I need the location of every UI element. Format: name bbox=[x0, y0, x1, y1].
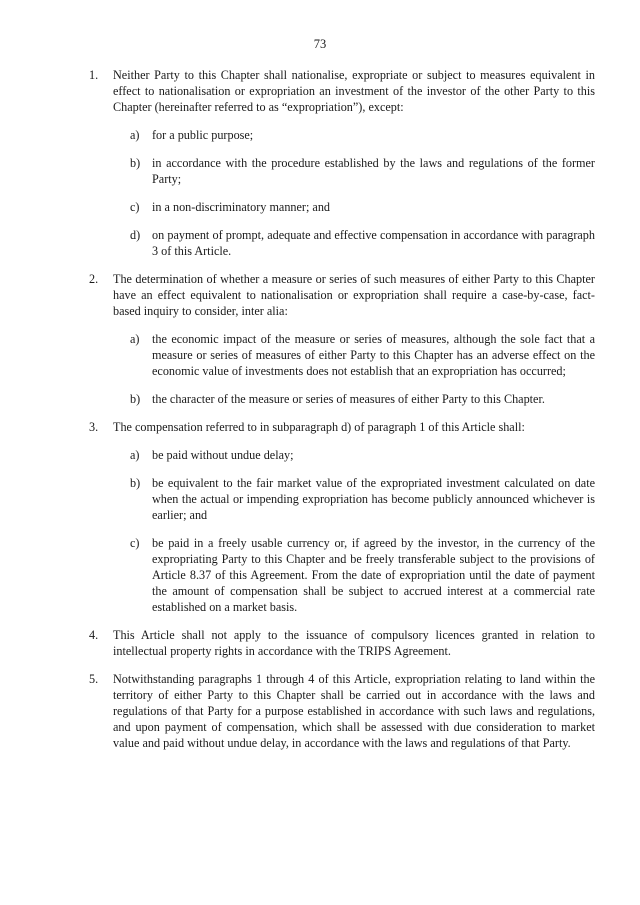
subparagraph-label: b) bbox=[130, 392, 141, 406]
subparagraph-label: b) bbox=[130, 476, 141, 490]
subparagraph-text: be equivalent to the fair market value of the expropriated investment calculated on date when the actual or impending expropriation has become publicly announced whichever is earlier; and bbox=[152, 476, 595, 522]
paragraph-text: Notwithstanding paragraphs 1 through 4 of this Article, expropriation relating to land within the territory of either Party to this Chapter shall be carried out in accordance with the laws and regulations of that Party for a purpose established in accordance with such laws and regulations, and upon payment of compensation, which shall be assessed with due consideration to market value and paid without undue delay, in accordance with the laws and regulations of that Party. bbox=[113, 672, 595, 750]
paragraph-number: 1. bbox=[89, 68, 99, 82]
paragraph-content bbox=[113, 271, 595, 407]
subparagraph-text: on payment of prompt, adequate and effective compensation in accordance with paragraph 3 of this Article. bbox=[152, 228, 595, 258]
paragraph-4 bbox=[89, 627, 595, 659]
paragraph-2 bbox=[89, 271, 595, 407]
paragraph-text: This Article shall not apply to the issuance of compulsory licences granted in relation to intellectual property rights in accordance with the TRIPS Agreement. bbox=[113, 628, 595, 658]
subparagraph bbox=[113, 199, 595, 215]
paragraph-number: 5. bbox=[89, 672, 99, 686]
subparagraph-label: d) bbox=[130, 228, 141, 242]
paragraph-number: 4. bbox=[89, 628, 99, 642]
subparagraph-text: be paid in a freely usable currency or, if agreed by the investor, in the currency of the expropriating Party to this Chapter and be freely transferable subject to the provisions of Article 8.37 of this Agreement. From the date of expropriation until the date of payment the amount of compensation shall be subject to accrued interest at a commercial rate established on a market basis. bbox=[152, 536, 595, 614]
subparagraph bbox=[113, 535, 595, 615]
paragraph-content bbox=[113, 627, 595, 659]
subparagraph-label: a) bbox=[130, 332, 140, 346]
subparagraph-text: the character of the measure or series of measures of either Party to this Chapter. bbox=[152, 392, 545, 406]
paragraph-1 bbox=[89, 67, 595, 259]
subparagraph-label: b) bbox=[130, 156, 141, 170]
subparagraph bbox=[113, 127, 595, 143]
subparagraph-label: a) bbox=[130, 448, 140, 462]
subparagraph bbox=[113, 391, 595, 407]
subparagraph bbox=[113, 155, 595, 187]
subparagraph-list bbox=[113, 331, 595, 407]
subparagraph bbox=[113, 447, 595, 463]
paragraph-number: 3. bbox=[89, 420, 99, 434]
subparagraph-text: be paid without undue delay; bbox=[152, 448, 294, 462]
subparagraph bbox=[113, 227, 595, 259]
subparagraph-label: c) bbox=[130, 536, 140, 550]
subparagraph-label: c) bbox=[130, 200, 140, 214]
page-number: 73 bbox=[313, 37, 327, 51]
paragraph-3 bbox=[89, 419, 595, 615]
paragraph-content bbox=[113, 671, 595, 751]
subparagraph-label: a) bbox=[130, 128, 140, 142]
paragraph-text: The determination of whether a measure or series of such measures of either Party to this Chapter have an effect equivalent to nationalisation or expropriation shall require a case-by-case, fact-based inquiry to consider, inter alia: bbox=[113, 272, 595, 318]
paragraph-text: Neither Party to this Chapter shall nationalise, expropriate or subject to measures equivalent in effect to nationalisation or expropriation an investment of the investor of the other Party to this Chapter (hereinafter referred to as “expropriation”), except: bbox=[113, 68, 595, 114]
subparagraph bbox=[113, 475, 595, 523]
document-body bbox=[89, 67, 595, 763]
subparagraph-text: in a non-discriminatory manner; and bbox=[152, 200, 331, 214]
subparagraph-list bbox=[113, 127, 595, 259]
paragraph-text: The compensation referred to in subparagraph d) of paragraph 1 of this Article shall: bbox=[113, 420, 525, 434]
subparagraph-text: in accordance with the procedure established by the laws and regulations of the former Party; bbox=[152, 156, 595, 186]
paragraph-content bbox=[113, 67, 595, 259]
paragraph-content bbox=[113, 419, 595, 615]
subparagraph-list bbox=[113, 447, 595, 615]
subparagraph-text: the economic impact of the measure or series of measures, although the sole fact that a measure or series of measures of either Party to this Chapter has an adverse effect on the economic value of investments does not establish that an expropriation has occurred; bbox=[152, 332, 595, 378]
paragraph-5 bbox=[89, 671, 595, 751]
subparagraph bbox=[113, 331, 595, 379]
subparagraph-text: for a public purpose; bbox=[152, 128, 254, 142]
paragraph-number: 2. bbox=[89, 272, 99, 286]
